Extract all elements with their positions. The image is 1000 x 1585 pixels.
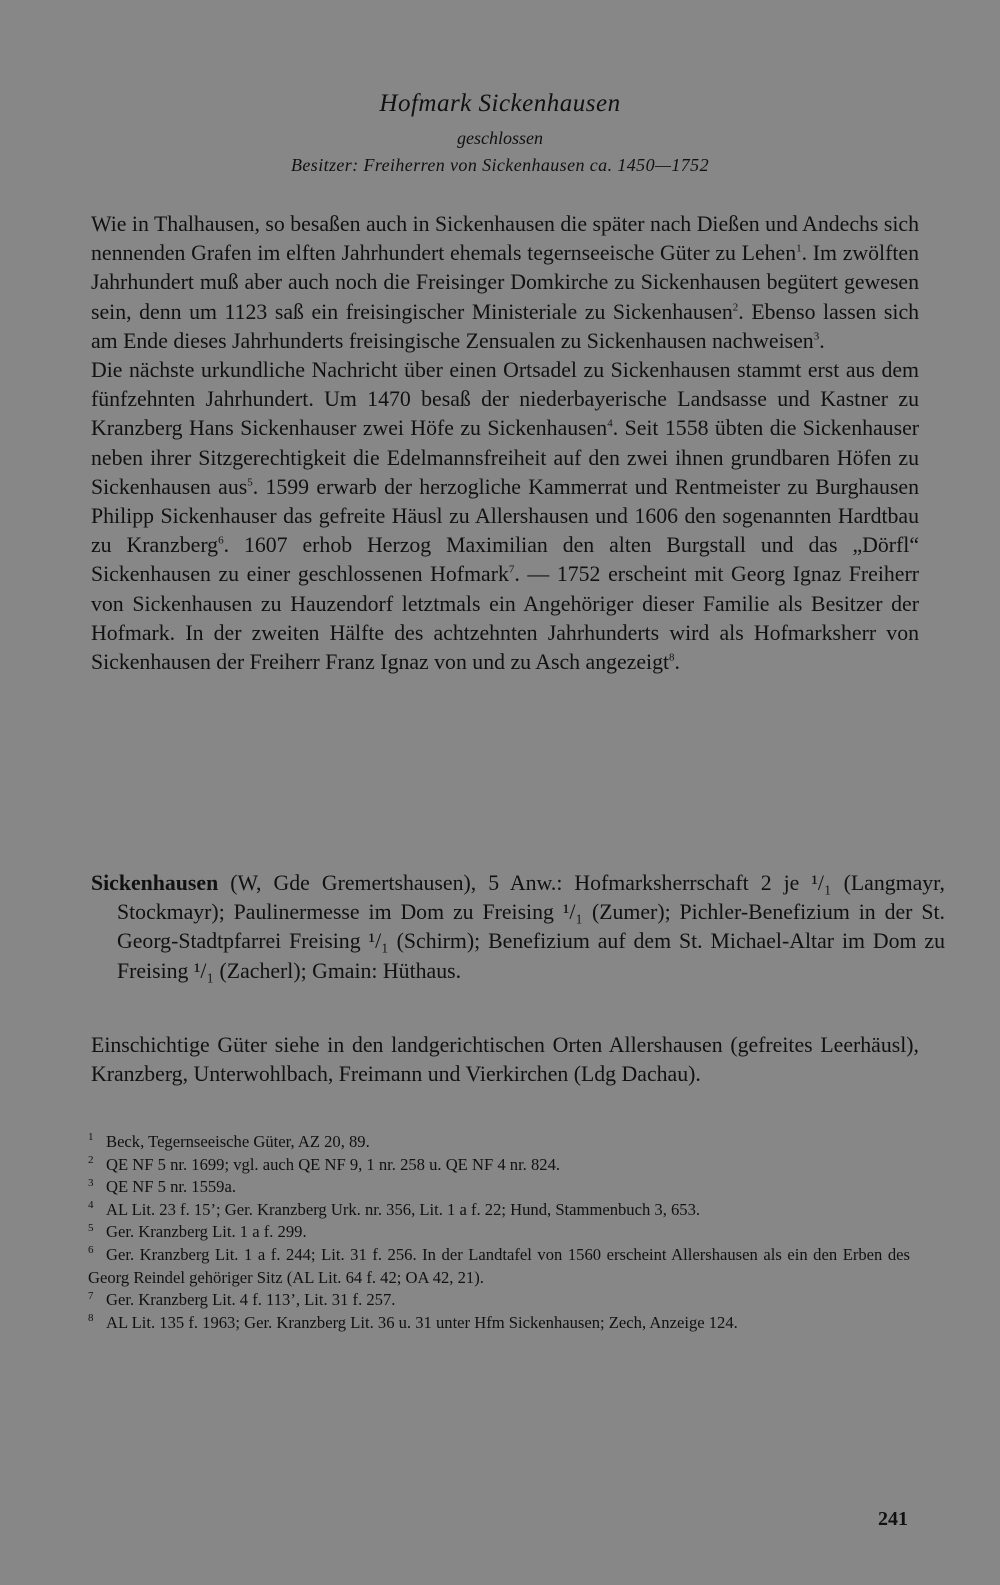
owner-line: Besitzer: Freiherren von Sickenhausen ca. 1450—1752: [291, 155, 709, 175]
place-entry-text: (W, Gde Gremertshausen), 5 Anw.: Hofmarksherrschaft 2 je ¹/₁ (Langmayr, Stockmayr); Paulinermesse im Dom zu Freising ¹/₁ (Zumer); Pichler-Benefizium in der St. Georg-Stadtpfarrei Freising ¹/₁ (Schirm); Benefizium auf dem St. Michael-Altar im Dom zu Freising ¹/₁ (Zacherl); Gmain: Hüthaus.: [117, 871, 945, 983]
footnote-ref[interactable]: 7: [508, 564, 515, 577]
footnote: 8 AL Lit. 135 f. 1963; Ger. Kranzberg Lit. 36 u. 31 unter Hfm Sickenhausen; Zech, Anzeige 124.: [88, 1312, 738, 1332]
footnote-text: QE NF 5 nr. 1699; vgl. auch QE NF 9, 1 nr. 258 u. QE NF 4 nr. 824.: [106, 1154, 561, 1174]
footnote-text: Beck, Tegernseeische Güter, AZ 20, 89.: [106, 1132, 370, 1151]
text-run: . 1607 erhob Herzog Maximilian den alten Burgstall und das „Dörfl“ Sickenhausen zu einer geschlossenen Hofmark: [91, 533, 920, 587]
footnote-text: Ger. Kranzberg Lit. 4 f. 113’, Lit. 31 f. 257.: [106, 1290, 396, 1310]
history-paragraph: [91, 210, 919, 677]
footnote: 1 Beck, Tegernseeische Güter, AZ 20, 89.: [88, 1131, 370, 1151]
footnote-ref[interactable]: 3: [813, 330, 820, 343]
footnote-ref[interactable]: 2: [732, 301, 739, 314]
text-run: Wie in Thalhausen, so besaßen auch in Sickenhausen die später nach Dießen und Andechs sich nennenden Grafen im elften Jahrhundert ehemals tegernseeische Güter zu Lehen: [91, 212, 919, 266]
footnote: 4 AL Lit. 23 f. 15’; Ger. Kranzberg Urk. nr. 356, Lit. 1 a f. 22; Hund, Stammenbuch 3, 653.: [88, 1199, 701, 1219]
text-run: . Seit 1558 übten die Sickenhauser neben ihrer Sitzgerechtigkeit die Edelmannsfreiheit auf den zwei ihnen grundbaren Höfen zu Sickenhausen aus: [91, 416, 919, 499]
footnote-ref[interactable]: 1: [796, 242, 802, 255]
footnote-ref[interactable]: 6: [218, 534, 224, 547]
footnote: 6 Ger. Kranzberg Lit. 1 a f. 244; Lit. 31 f. 256. In der Landtafel von 1560 erscheint Allershausen als ein den Erben des Georg Reindel gehöriger Sitz (AL Lit. 64 f. 42; OA 42, 21).: [88, 1244, 910, 1287]
text-run: . Im zwölften Jahrhundert muß aber auch noch die Freisinger Domkirche zu Sickenhausen begütert gewesen sein, denn um 1123 saß ein freisingischer Ministeriale zu Sickenhausen: [91, 241, 919, 324]
section-header: [0, 88, 1000, 178]
footnote: 3 QE NF 5 nr. 1559a.: [88, 1176, 236, 1197]
text-run: .: [819, 328, 825, 353]
footnote-ref[interactable]: 4: [607, 418, 613, 431]
section-title: Hofmark Sickenhausen: [379, 90, 621, 117]
place-name: Sickenhausen: [91, 871, 219, 895]
page-number: 241: [878, 1508, 908, 1530]
text-run: Die nächste urkundliche Nachricht über einen Ortsadel zu Sickenhausen stammt erst aus dem fünfzehnten Jahrhundert. Um 1470 besaß der niederbayerische Landsasse und Kastner zu Kranzberg Hans Sickenhauser zwei Höfe zu Sickenhausen: [91, 358, 919, 441]
footnote-text: Ger. Kranzberg Lit. 1 a f. 244; Lit. 31 f. 256. In der Landtafel von 1560 erscheint Allershausen als ein den Erben des Georg Reindel gehöriger Sitz (AL Lit. 64 f. 42; OA 42, 21).: [88, 1244, 910, 1287]
place-entry: [91, 869, 945, 986]
footnote: 7 Ger. Kranzberg Lit. 4 f. 113’, Lit. 31 f. 257.: [88, 1289, 396, 1310]
section-subtitle: geschlossen: [457, 128, 543, 148]
text-run: .: [674, 650, 680, 675]
text-run: . Ebenso lassen sich am Ende dieses Jahrhunderts freisingische Zensualen zu Sickenhausen nachweisen: [91, 299, 920, 353]
text-run: . 1599 erwarb der herzogliche Kammerrat und Rentmeister zu Burghausen Philipp Sickenhauser das gefreite Häusl zu Allershausen und 1606 den sogenannten Hardtbau zu Kranzberg: [91, 474, 920, 558]
footnote-text: Ger. Kranzberg Lit. 1 a f. 299.: [106, 1222, 307, 1242]
footnote-ref[interactable]: 5: [247, 476, 253, 489]
footnote-ref[interactable]: 8: [669, 651, 675, 664]
scattered-goods-paragraph: Einschichtige Güter siehe in den landgerichtischen Orten Allershausen (gefreites Leerhäusl), Kranzberg, Unterwohlbach, Freimann und Vierkirchen (Ldg Dachau).: [91, 1033, 919, 1087]
footnote-text: AL Lit. 135 f. 1963; Ger. Kranzberg Lit. 36 u. 31 unter Hfm Sickenhausen; Zech, Anzeige 124.: [106, 1312, 738, 1332]
footnote-text: QE NF 5 nr. 1559a.: [106, 1177, 236, 1197]
footnote: 2 QE NF 5 nr. 1699; vgl. auch QE NF 9, 1 nr. 258 u. QE NF 4 nr. 824.: [88, 1154, 561, 1174]
footnotes: [88, 1131, 910, 1334]
text-run: . — 1752 erscheint mit Georg Ignaz Freiherr von Sickenhausen zu Hauzendorf letztmals ein Angehöriger dieser Familie als Besitzer der Hofmark. In der zweiten Hälfte des achtzehnten Jahrhunderts wird als Hofmarksherr von Sickenhausen der Freiherr Franz Ignaz von und zu Asch angezeigt: [91, 562, 919, 675]
footnote: 5 Ger. Kranzberg Lit. 1 a f. 299.: [88, 1221, 307, 1242]
footnote-text: AL Lit. 23 f. 15’; Ger. Kranzberg Urk. nr. 356, Lit. 1 a f. 22; Hund, Stammenbuch 3, 653.: [106, 1199, 701, 1219]
